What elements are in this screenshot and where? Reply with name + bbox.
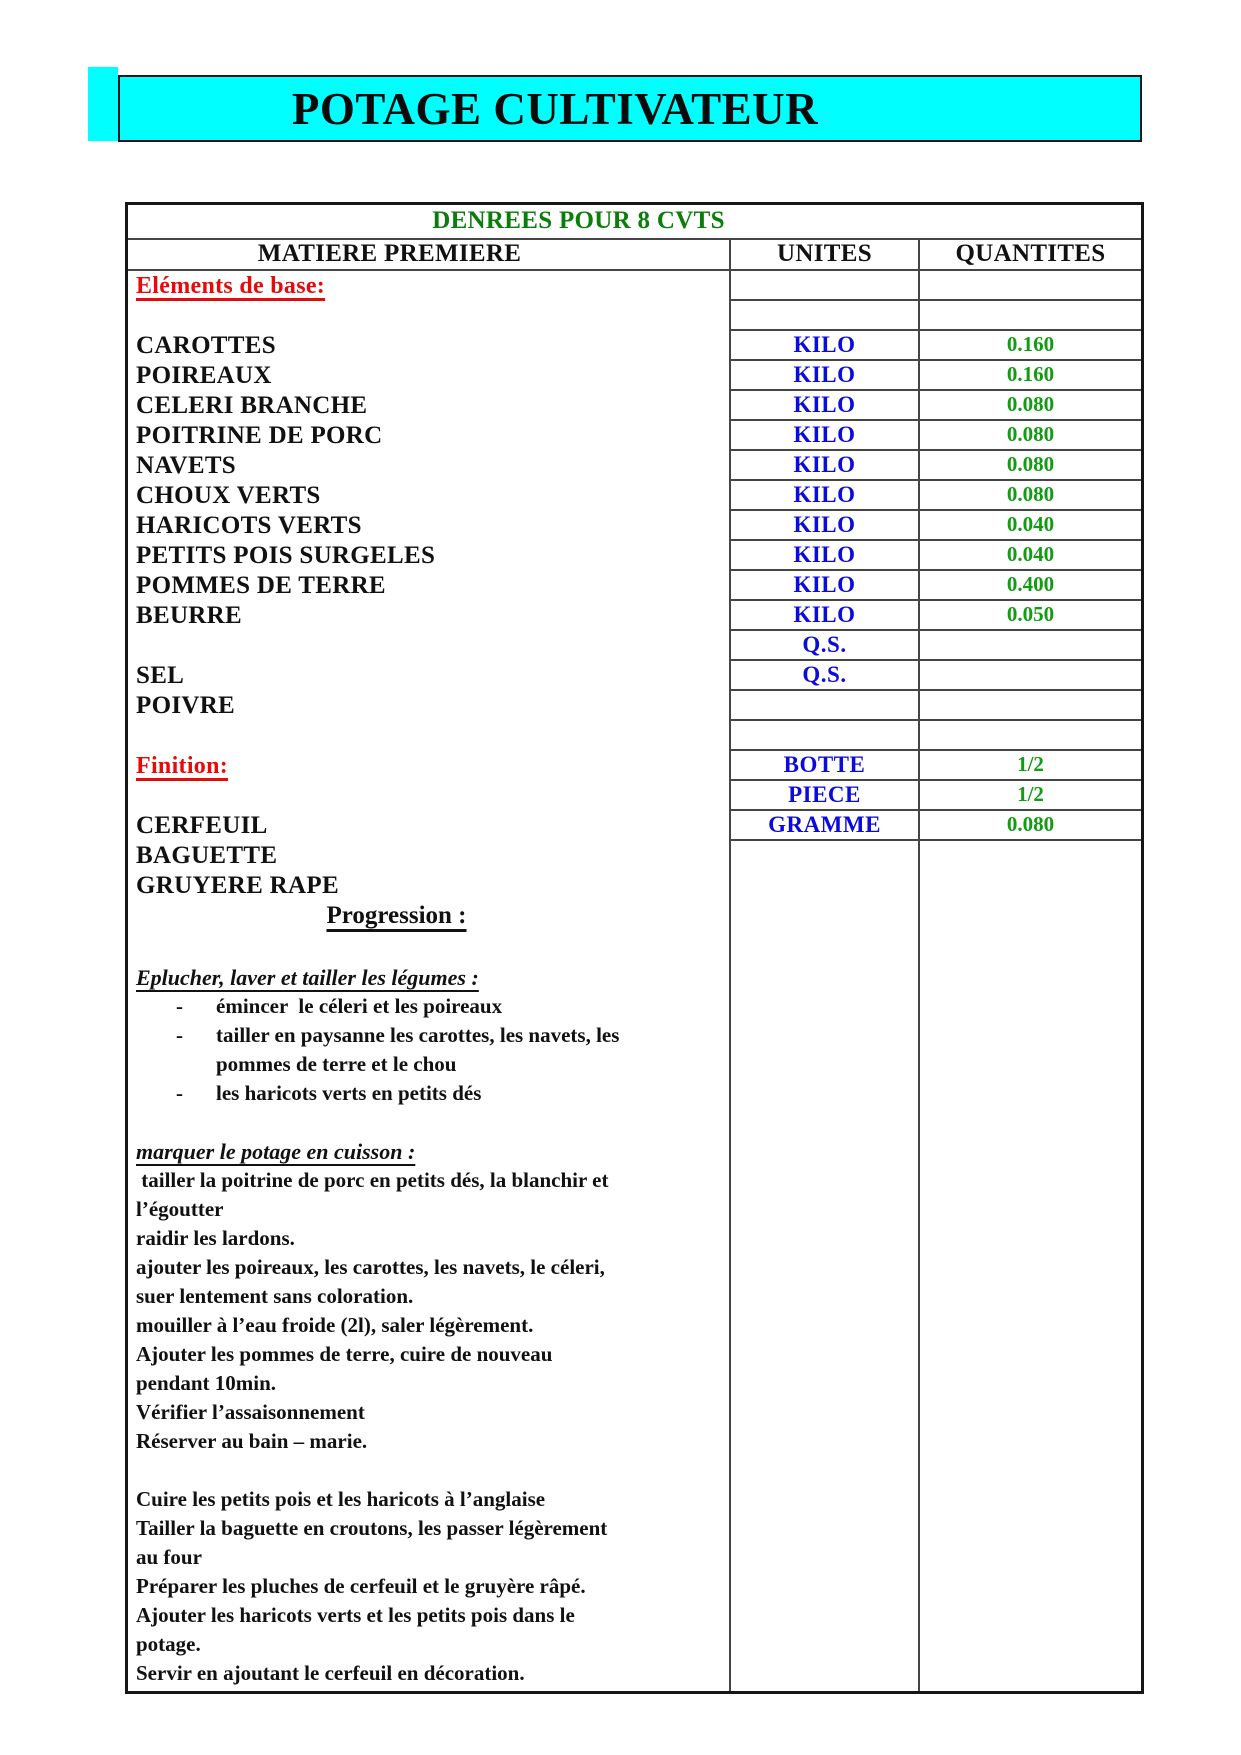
unit-cell xyxy=(731,691,918,721)
quantity-cell: 0.400 xyxy=(920,571,1141,601)
ingredient-line: PETITS POIS SURGELES xyxy=(136,542,436,569)
ingredient-line: POIVRE xyxy=(136,692,236,719)
step-line: Tailler la baguette en croutons, les passer légèrement xyxy=(136,1516,608,1540)
unit-cell: KILO xyxy=(731,481,918,511)
ingredient-line xyxy=(128,301,729,331)
unit-cell: Q.S. xyxy=(731,631,918,661)
unit-cell: KILO xyxy=(731,541,918,571)
column-header-quantites: QUANTITES xyxy=(955,240,1106,267)
quantity-cell: 1/2 xyxy=(920,751,1141,781)
bullet-dash: - xyxy=(176,994,183,1018)
step-text: tailler en paysanne les carottes, les navets, les xyxy=(216,1023,620,1047)
quantity-cell: 0.160 xyxy=(920,331,1141,361)
quantity-cell xyxy=(920,631,1141,661)
unit-cell: KILO xyxy=(731,331,918,361)
unites-column xyxy=(731,271,920,1691)
unit-cell: KILO xyxy=(731,361,918,391)
step-line: Servir en ajoutant le cerfeuil en décoration. xyxy=(136,1661,525,1685)
title-accent-strip xyxy=(88,67,118,141)
step-line: mouiller à l’eau froide (2l), saler légèrement. xyxy=(136,1313,534,1337)
unit-cell: KILO xyxy=(731,421,918,451)
quantity-cell: 0.080 xyxy=(920,451,1141,481)
table-caption: DENREES POUR 8 CVTS xyxy=(128,205,1141,240)
step-line xyxy=(128,1108,729,1137)
ingredient-line: NAVETS xyxy=(136,452,236,479)
quantity-cell: 0.080 xyxy=(920,481,1141,511)
step-line: Cuire les petits pois et les haricots à l’anglaise xyxy=(136,1487,546,1511)
step-line: Réserver au bain – marie. xyxy=(136,1429,368,1453)
ingredient-line: BEURRE xyxy=(136,602,242,629)
ingredient-list xyxy=(128,271,729,901)
table-body xyxy=(128,271,1141,1691)
unit-cell xyxy=(731,301,918,331)
quantity-cell xyxy=(920,661,1141,691)
ingredient-line: POMMES DE TERRE xyxy=(136,572,386,599)
quantity-cell: 0.080 xyxy=(920,391,1141,421)
progression-steps xyxy=(128,963,729,1688)
quantity-cell: 0.040 xyxy=(920,511,1141,541)
quantity-cell: 0.080 xyxy=(920,421,1141,451)
unit-cell: GRAMME xyxy=(731,811,918,841)
step-line xyxy=(128,1456,729,1485)
step-line: l’égoutter xyxy=(136,1197,224,1221)
page-title: POTAGE CULTIVATEUR xyxy=(291,83,819,134)
unit-cell: KILO xyxy=(731,511,918,541)
quantity-cell: 0.040 xyxy=(920,541,1141,571)
step-line: raidir les lardons. xyxy=(136,1226,295,1250)
step-bullet-line xyxy=(128,1079,729,1108)
unit-cell: KILO xyxy=(731,451,918,481)
empty-cell xyxy=(920,841,1141,1691)
unit-cell: KILO xyxy=(731,571,918,601)
ingredient-line: CHOUX VERTS xyxy=(136,482,321,509)
progression-title: Progression : xyxy=(326,902,467,929)
step-line: ajouter les poireaux, les carottes, les navets, le céleri, xyxy=(136,1255,605,1279)
step-section-heading: Eplucher, laver et tailler les légumes : xyxy=(136,965,479,990)
quantity-cell: 0.080 xyxy=(920,811,1141,841)
quantity-cell xyxy=(920,691,1141,721)
column-header-matiere-premiere: MATIERE PREMIERE xyxy=(128,240,731,269)
empty-cell xyxy=(731,841,918,1691)
quantity-cell: 0.160 xyxy=(920,361,1141,391)
unit-cell xyxy=(731,271,918,301)
table-header-row xyxy=(128,240,1141,271)
ingredient-line: BAGUETTE xyxy=(136,842,278,869)
quantity-cell: 0.050 xyxy=(920,601,1141,631)
ingredient-line: CAROTTES xyxy=(136,332,276,359)
step-section-heading: marquer le potage en cuisson : xyxy=(136,1139,416,1164)
unit-cell xyxy=(731,721,918,751)
quantity-cell: 1/2 xyxy=(920,781,1141,811)
quantity-cell xyxy=(920,271,1141,301)
bullet-dash: - xyxy=(176,1023,183,1047)
step-text: les haricots verts en petits dés xyxy=(216,1081,482,1105)
step-line: Ajouter les pommes de terre, cuire de nouveau xyxy=(136,1342,553,1366)
ingredient-line: SEL xyxy=(136,662,185,689)
step-line: Préparer les pluches de cerfeuil et le gruyère râpé. xyxy=(136,1574,586,1598)
ingredient-line: GRUYERE RAPE xyxy=(136,872,339,899)
quantity-cell xyxy=(920,721,1141,751)
step-line: Vérifier l’assaisonnement xyxy=(136,1400,365,1424)
step-line: suer lentement sans coloration. xyxy=(136,1284,414,1308)
step-line: potage. xyxy=(136,1632,201,1656)
quantites-column xyxy=(920,271,1141,1691)
ingredient-line xyxy=(128,721,729,751)
step-bullet-line xyxy=(128,992,729,1021)
title-banner xyxy=(118,75,1142,142)
step-line: pendant 10min. xyxy=(136,1371,277,1395)
ingredient-line xyxy=(128,631,729,661)
unit-cell: Q.S. xyxy=(731,661,918,691)
step-line: pommes de terre et le chou xyxy=(216,1052,457,1076)
step-bullet-line xyxy=(128,1021,729,1050)
section-heading: Eléments de base: xyxy=(136,273,326,299)
quantity-cell xyxy=(920,301,1141,331)
ingredient-line: CELERI BRANCHE xyxy=(136,392,368,419)
ingredient-line xyxy=(128,781,729,811)
unit-cell: BOTTE xyxy=(731,751,918,781)
ingredient-line: CERFEUIL xyxy=(136,812,268,839)
step-line: au four xyxy=(136,1545,202,1569)
section-heading: Finition: xyxy=(136,753,229,779)
step-text: émincer le céleri et les poireaux xyxy=(216,994,503,1018)
ingredient-line: POITRINE DE PORC xyxy=(136,422,383,449)
matiere-premiere-cell xyxy=(128,271,731,1691)
ingredient-line: HARICOTS VERTS xyxy=(136,512,362,539)
bullet-dash: - xyxy=(176,1081,183,1105)
step-line: Ajouter les haricots verts et les petits pois dans le xyxy=(136,1603,575,1627)
unit-cell: KILO xyxy=(731,601,918,631)
ingredients-table xyxy=(125,202,1144,1694)
step-line: tailler la poitrine de porc en petits dés, la blanchir et xyxy=(136,1168,609,1192)
unit-cell: PIECE xyxy=(731,781,918,811)
ingredient-line: POIREAUX xyxy=(136,362,272,389)
column-header-unites: UNITES xyxy=(731,240,920,269)
unit-cell: KILO xyxy=(731,391,918,421)
